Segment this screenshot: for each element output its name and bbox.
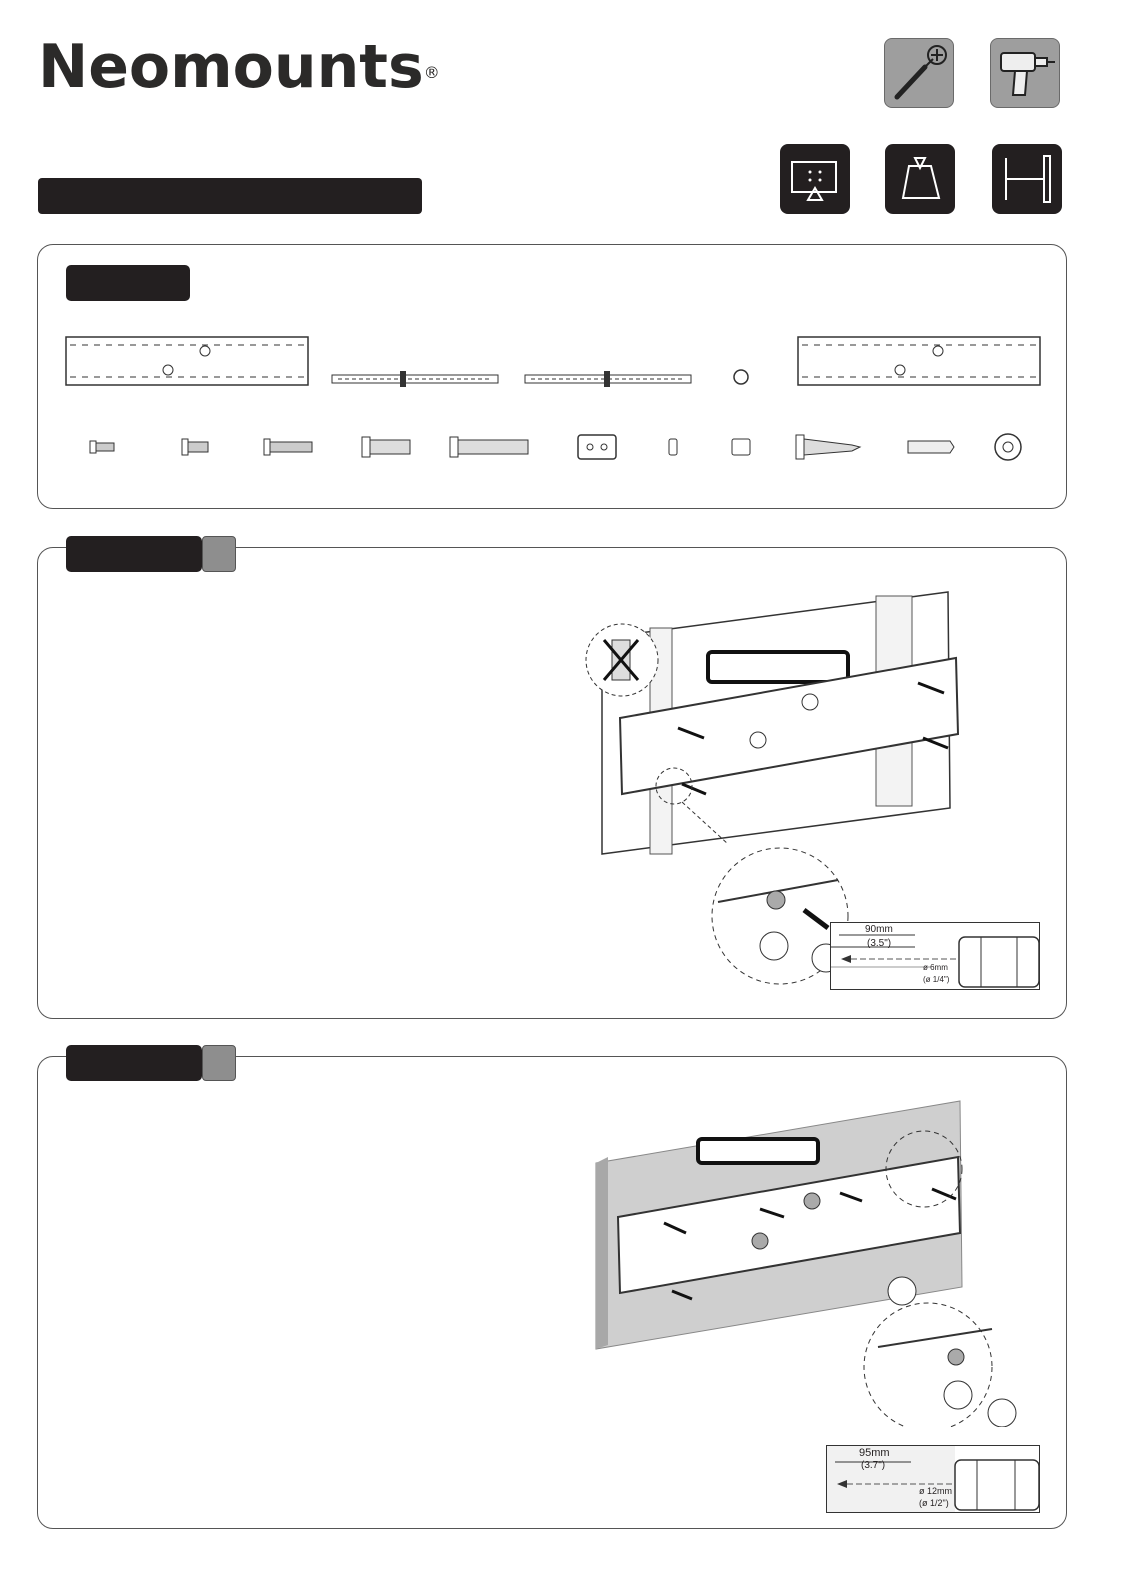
step-panel-concrete bbox=[37, 1056, 1067, 1529]
step-number-tab bbox=[202, 1045, 236, 1081]
step-number-tab bbox=[202, 536, 236, 572]
wall-plate-icon bbox=[66, 337, 308, 385]
small-spacer-icon bbox=[669, 439, 677, 455]
drill-diameter-mm: ø 6mm bbox=[923, 963, 948, 972]
step-label-tab bbox=[66, 536, 202, 572]
wood-screw-icon bbox=[796, 435, 860, 459]
spacer-plate-icon bbox=[578, 435, 616, 459]
step-panel-wood bbox=[37, 547, 1067, 1019]
screwdriver-icon bbox=[884, 38, 954, 108]
drill-depth-in: (3.7") bbox=[861, 1460, 886, 1471]
drill-depth-detail-wood bbox=[830, 922, 1040, 990]
wall-plate-icon bbox=[798, 337, 1040, 385]
screen-mount-icon bbox=[780, 144, 850, 214]
step-label-tab bbox=[66, 1045, 202, 1081]
drill-depth-mm: 90mm bbox=[865, 924, 893, 935]
screw-icon bbox=[264, 439, 312, 455]
tilt-icon bbox=[885, 144, 955, 214]
width-icon bbox=[992, 144, 1062, 214]
drill-diameter-in: (ø 1/4") bbox=[923, 975, 950, 984]
washer-icon bbox=[995, 434, 1021, 460]
square-spacer-icon bbox=[732, 439, 750, 455]
concrete-mounting-illustration bbox=[588, 1097, 1058, 1427]
registered-mark: ® bbox=[423, 63, 440, 82]
bracket-arm-icon bbox=[332, 371, 498, 387]
wall-plug-icon bbox=[908, 441, 954, 453]
parts-illustration bbox=[38, 245, 1068, 510]
drill-diameter-in: (ø 1/2") bbox=[919, 1498, 949, 1508]
cap-nut-icon bbox=[734, 370, 748, 384]
screw-icon bbox=[182, 439, 208, 455]
screw-icon bbox=[90, 441, 114, 453]
product-title-bar bbox=[38, 178, 422, 214]
drill-diameter-mm: ø 12mm bbox=[919, 1486, 953, 1496]
drill-depth-mm: 95mm bbox=[859, 1447, 890, 1459]
drill-depth-in: (3.5") bbox=[867, 938, 892, 949]
screw-icon bbox=[450, 437, 528, 457]
brand-logo bbox=[38, 32, 440, 102]
parts-panel bbox=[37, 244, 1067, 509]
brand-name: Neomounts bbox=[38, 32, 424, 102]
screw-icon bbox=[362, 437, 410, 457]
power-drill-icon bbox=[990, 38, 1060, 108]
bracket-arm-icon bbox=[525, 371, 691, 387]
drill-depth-detail-concrete bbox=[826, 1445, 1040, 1513]
